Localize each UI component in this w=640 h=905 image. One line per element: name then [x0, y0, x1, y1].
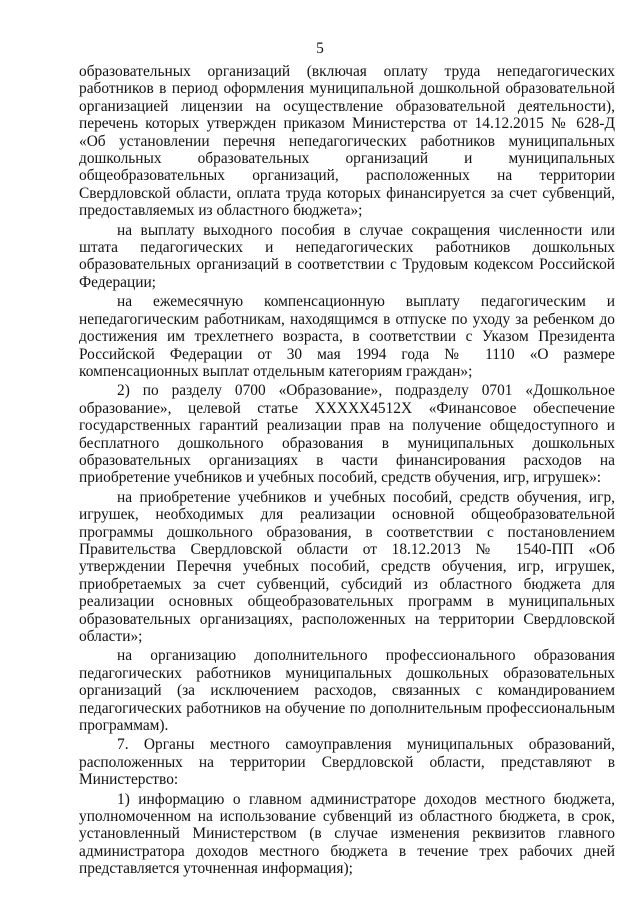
paragraph-item-7: 7. Органы местного самоуправления муниципальных образований, расположенных на территории Свердловской области, представляют в Министерство: — [79, 736, 615, 789]
paragraph-monthly-compensation: на ежемесячную компенсационную выплату педагогическим и непедагогическим работникам, находящимся в отпуске по уходу за ребенком до достижения им трехлетнего возраста, в соответствии с Указом Президента Российской Федерации от 30 мая 1994 года № 1110 «О размере компенсационных выплат отдельным категориям граждан»; — [79, 293, 615, 380]
paragraph-item-7-1: 1) информацию о главном администраторе доходов местного бюджета, уполномоченном на использование субвенций из областного бюджета, в срок, установленный Министерством (в случае изменения реквизитов главного администратора доходов местного бюджета в течение трех рабочих дней представляется уточненная информация); — [79, 790, 615, 878]
paragraph-textbooks-purchase: на приобретение учебников и учебных пособий, средств обучения, игр, игрушек, необходимых для реализации основной общеобразовательной программы дошкольного образования, в соответствии с постановлением Правительства Свердловской области от 18.12.2013 № 1540-ПП «Об утверждении Перечня учебных пособий, средств обучения, игр, игрушек, приобретаемых за счет субвенций, субсидий из областного бюджета для реализации основных общеобразовательных программ в муниципальных образовательных организациях, расположенных на территории Свердловской области»; — [79, 488, 615, 645]
document-body — [79, 63, 615, 878]
page-number: 5 — [316, 40, 324, 57]
paragraph-section-0700: 2) по разделу 0700 «Образование», подразделу 0701 «Дошкольное образование», целевой статье ХХХХХ4512Х «Финансовое обеспечение государственных гарантий реализации прав на получение общедоступного и бесплатного дошкольного образования в муниципальных дошкольных образовательных организациях в части финансирования расходов на приобретение учебников и учебных пособий, средств обучения, игр, игрушек»: — [79, 382, 615, 487]
paragraph-severance-pay: на выплату выходного пособия в случае сокращения численности или штата педагогических и непедагогических работников дошкольных образовательных организаций в соответствии с Трудовым кодексом Российской Федерации; — [79, 221, 615, 291]
paragraph-continuation: образовательных организаций (включая оплату труда непедагогических работников в период оформления муниципальной дошкольной образовательной организацией лицензии на осуществление образовательной деятельности), перечень которых утвержден приказом Министерства от 14.12.2015 № 628-Д «Об установлении перечня непедагогических работников муниципальных дошкольных образовательных организаций и муниципальных общеобразовательных организаций, расположенных на территории Свердловской области, оплата труда которых финансируется за счет субвенций, предоставляемых из областного бюджета»; — [79, 63, 615, 220]
paragraph-additional-education: на организацию дополнительного профессионального образования педагогических работников муниципальных дошкольных образовательных организаций (за исключением расходов, связанных с командированием педагогических работников на обучение по дополнительным профессиональным программам). — [79, 647, 615, 735]
